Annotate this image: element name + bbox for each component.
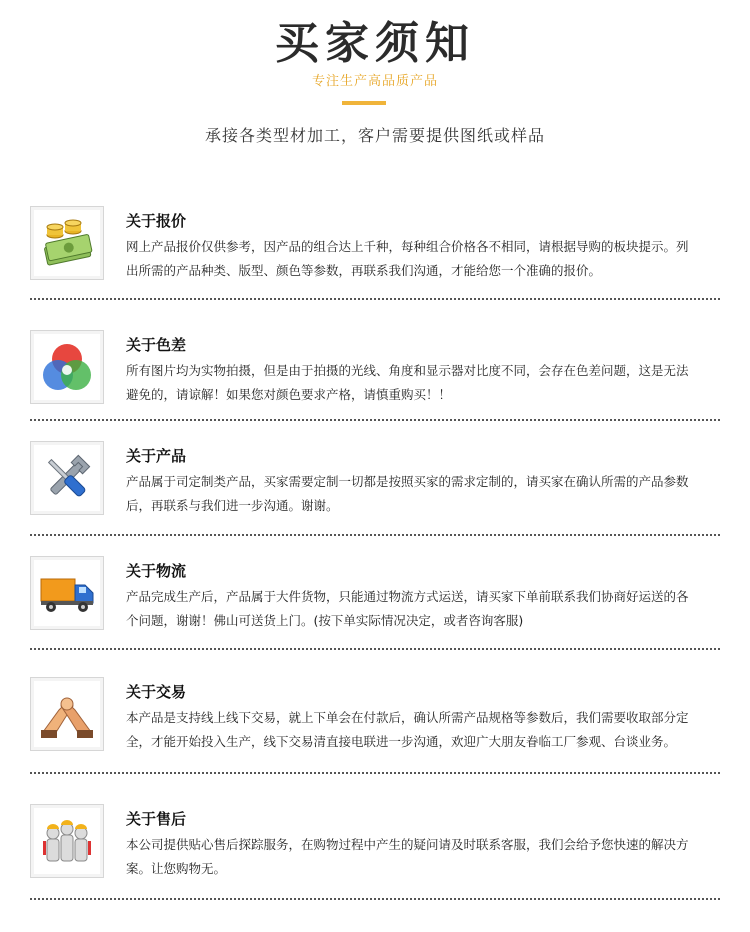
page-title: 买家须知 (275, 18, 475, 69)
service-team-icon (30, 804, 104, 878)
divider (30, 419, 720, 421)
money-stack-icon (30, 206, 104, 280)
delivery-truck-icon (30, 556, 104, 630)
section-body: 网上产品报价仅供参考，因产品的组合达上千种，每种组合价格各不相同，请根据导购的板块提示。列出所需的产品种类、版型、颜色等参数，再联系我们沟通，才能给您一个准确的报价。 (126, 239, 689, 278)
section-title: 关于物流 (126, 562, 187, 580)
section-title: 关于售后 (126, 810, 187, 828)
divider (30, 648, 720, 650)
color-circles-icon (30, 330, 104, 404)
section-body: 产品完成生产后，产品属于大件货物，只能通过物流方式运送，请买家下单前联系我们协商好运送的各个问题，谢谢！佛山可送货上门。(按下单实际情况决定，或者咨询客服) (126, 589, 689, 628)
wrench-screwdriver-icon (30, 441, 104, 515)
section-title: 关于交易 (126, 683, 187, 701)
divider (30, 534, 720, 536)
divider (30, 772, 720, 774)
section-body: 本产品是支持线上线下交易，就上下单会在付款后，确认所需产品规格等参数后，我们需要收取部分定全，才能开始投入生产，线下交易清直接电联进一步沟通，欢迎广大朋友眷临工厂参观、台谈业务。 (126, 710, 689, 749)
section-body: 本公司提供贴心售后探踪服务，在购物过程中产生的疑问请及时联系客服，我们会给予您快速的解决方案。让您购物无。 (126, 837, 689, 876)
section-body: 产品属于司定制类产品，买家需要定制一切都是按照买家的需求定制的，请买家在确认所需的产品参数后，再联系与我们进一步沟通。谢谢。 (126, 474, 689, 513)
page-subtitle: 专注生产高品质产品 (311, 74, 438, 89)
service-notice: 承接各类型材加工，客户需要提供图纸或样品 (204, 126, 545, 145)
section-body: 所有图片均为实物拍摄，但是由于拍摄的光线、角度和显示器对比度不同，会存在色差问题，这是无法避免的，请谅解！如果您对颜色要求产格，请慎重购买！！ (126, 363, 689, 402)
accent-bar (342, 101, 386, 105)
section-title: 关于报价 (126, 212, 187, 230)
section-title: 关于产品 (126, 447, 187, 465)
handshake-icon (30, 677, 104, 751)
section-title: 关于色差 (126, 336, 187, 354)
divider (30, 298, 720, 300)
divider (30, 898, 720, 900)
